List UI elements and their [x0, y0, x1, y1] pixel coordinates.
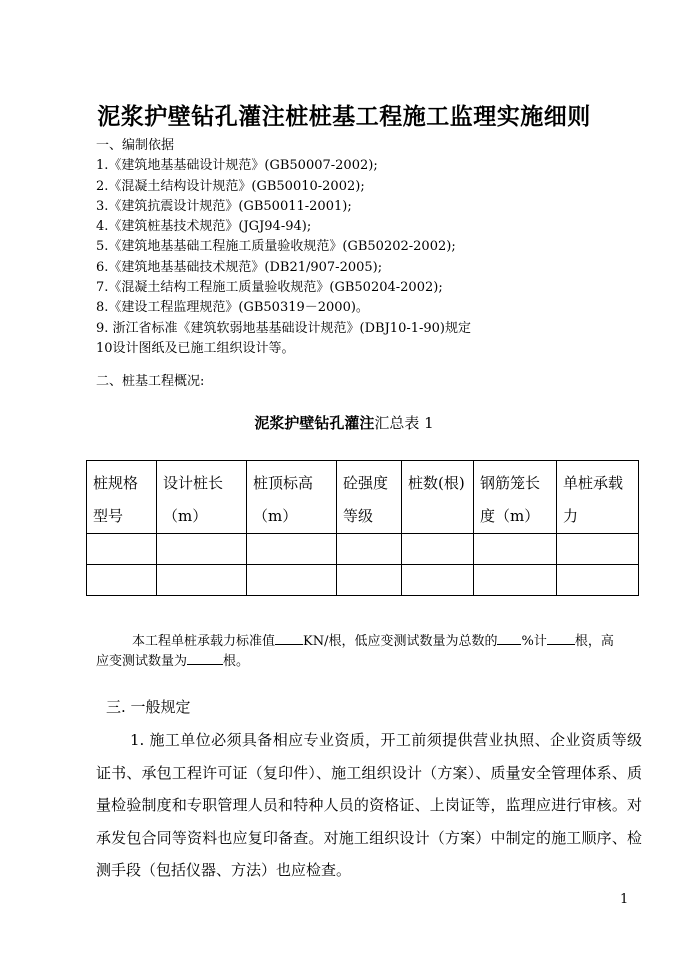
- basis-item: 4.《建筑桩基技术规范》(JGJ94-94);: [96, 219, 312, 235]
- note-text: %计: [521, 634, 547, 649]
- table-cell: [87, 565, 157, 596]
- table-cell: [247, 565, 337, 596]
- note-text: 根，高: [574, 634, 614, 649]
- note-line: [96, 652, 636, 672]
- table-cell: [557, 534, 639, 565]
- section-heading: 三. 一般规定: [106, 698, 191, 716]
- capacity-note: [96, 632, 636, 672]
- table-header-cell: 砼强度等级: [337, 461, 402, 534]
- table-title-bold: 泥浆护壁钻孔灌注: [254, 414, 375, 432]
- table-title: [0, 412, 688, 433]
- basis-item: 9. 浙江省标准《建筑软弱地基基础设计规范》(DBJ10-1-90)规定: [96, 320, 472, 336]
- table-cell: [337, 565, 402, 596]
- table-cell: [474, 565, 557, 596]
- note-text: 根。: [223, 654, 250, 669]
- fill-blank: [187, 652, 223, 665]
- table-cell: [87, 534, 157, 565]
- table-header-cell: 桩顶标高（m）: [247, 461, 337, 534]
- note-text: KN/根，低应变测试数量为总数的: [303, 634, 498, 649]
- table-cell: [337, 534, 402, 565]
- basis-item: 7.《混凝土结构工程施工质量验收规范》(GB50204-2002);: [96, 280, 443, 296]
- pile-summary-table: [86, 460, 639, 596]
- basis-item: 6.《建筑地基基础技术规范》(DB21/907-2005);: [96, 259, 383, 275]
- note-text: 本工程单桩承载力标准值: [132, 634, 276, 649]
- table-header-row: [87, 461, 639, 534]
- basis-item: 2.《混凝土结构设计规范》(GB50010-2002);: [96, 178, 365, 194]
- table-header-cell: 桩规格型号: [87, 461, 157, 534]
- basis-item: 1.《建筑地基基础设计规范》(GB50007-2002);: [96, 158, 378, 174]
- table-header-cell: 钢筋笼长度（m）: [474, 461, 557, 534]
- section-heading: 二、桩基工程概况:: [96, 374, 205, 389]
- note-line: [96, 632, 636, 652]
- fill-blank: [497, 632, 521, 645]
- section-heading: 一、编制依据: [96, 138, 175, 153]
- note-text: 应变测试数量为: [96, 654, 188, 669]
- page-number: 1: [620, 892, 629, 907]
- table-title-rest: 汇总表 1: [374, 414, 434, 432]
- table-cell: [157, 534, 247, 565]
- basis-item: 8.《建设工程监理规范》(GB50319－2000)。: [96, 300, 369, 316]
- table-cell: [402, 534, 474, 565]
- table-row: [87, 534, 639, 565]
- basis-item: 5.《建筑地基基础工程施工质量验收规范》(GB50202-2002);: [96, 239, 456, 255]
- table-cell: [402, 565, 474, 596]
- table-cell: [247, 534, 337, 565]
- table-cell: [157, 565, 247, 596]
- fill-blank: [547, 632, 575, 645]
- basis-item: 10设计图纸及已施工组织设计等。: [96, 340, 295, 356]
- table-header-cell: 设计桩长（m）: [157, 461, 247, 534]
- table-row: [87, 565, 639, 596]
- table-header-cell: 单桩承载力: [557, 461, 639, 534]
- table-header-cell: 桩数(根): [402, 461, 474, 534]
- basis-item: 3.《建筑抗震设计规范》(GB50011-2001);: [96, 198, 352, 214]
- compilation-basis: [96, 136, 471, 359]
- general-provision-paragraph: 1. 施工单位必须具备相应专业资质，开工前须提供营业执照、企业资质等级证书、承包工程许可证（复印件）、施工组织设计（方案）、质量安全管理体系、质量检验制度和专职管理人员和特种人员的资格证、上岗证等，监理应进行审核。对承发包合同等资料也应复印备查。对施工组织设计（方案）中制定的施工顺序、检测手段（包括仪器、方法）也应检查。: [96, 731, 642, 879]
- document-title: 泥浆护壁钻孔灌注桩桩基工程施工监理实施细则: [97, 103, 591, 130]
- table-cell: [557, 565, 639, 596]
- fill-blank: [275, 632, 303, 645]
- table-cell: [474, 534, 557, 565]
